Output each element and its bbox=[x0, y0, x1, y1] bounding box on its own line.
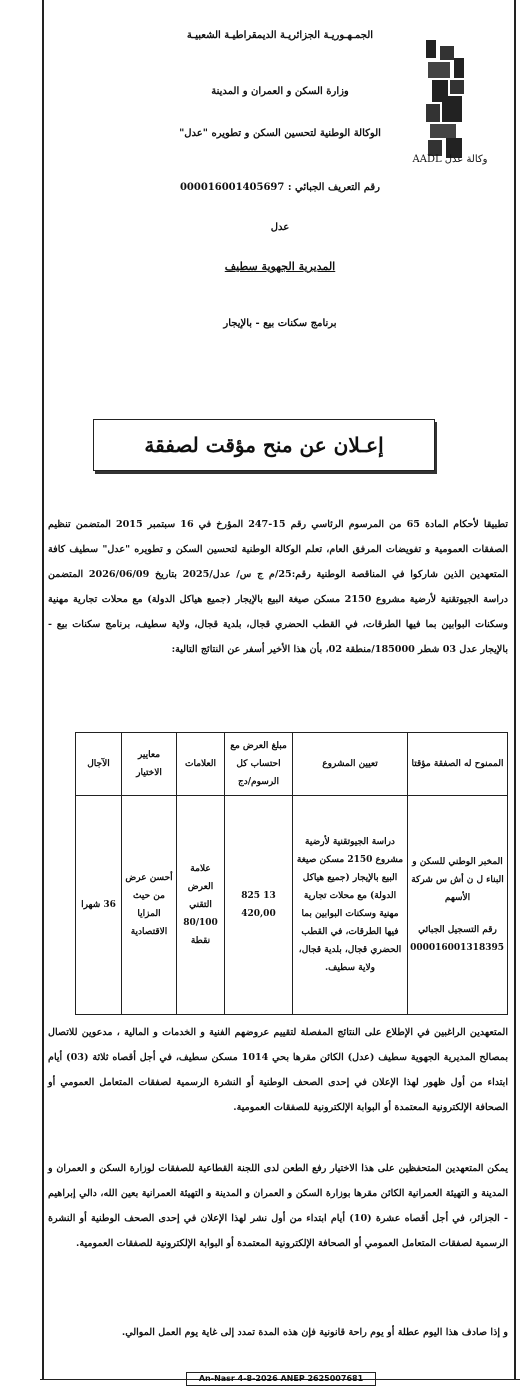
cell-score: علامة العرض التقني 80/100 نقطة bbox=[177, 796, 225, 1015]
header-score: العلامات bbox=[177, 733, 225, 796]
header-awardee: الممنوح له الصفقة مؤقتا bbox=[408, 733, 508, 796]
publication-footer: An-Nasr 4-8-2026 ANEP 2625007681 bbox=[186, 1372, 376, 1386]
aadl-logo-icon bbox=[424, 40, 466, 160]
directorate-name: المديرية الجهوية سطيف bbox=[224, 260, 336, 273]
consultation-paragraph: المتعهدين الراغبين في الإطلاع على النتائج المفصلة لتقييم عروضهم الفنية و الخدمات و المالية ، مدعوين للاتصال بمصالح المديرية الجهوية سطيف (عدل) الكائن مقرها بحي 1014 مسكن سطيف، في أجل أقصاه ثلاثة (03) أيام ابتداء من أول ظهور لهذا الإعلان في إحدى الصحف الوطنية أو النشرة الرسمية لصفقات المتعامل العمومي أو الصحافة الإلكترونية المعتمدة أو البوابة الإلكترونية للصفقات العمومية. bbox=[48, 1027, 508, 1113]
cell-amount: 13 825 420,00 bbox=[225, 796, 293, 1015]
left-border-line bbox=[42, 0, 44, 1380]
table-row bbox=[76, 796, 508, 1015]
cell-awardee bbox=[408, 796, 508, 1015]
logo-caption: وكالة عدل AADL bbox=[412, 154, 488, 165]
agency-name: الوكالة الوطنية لتحسين السكن و تطويره "عدل" bbox=[179, 128, 381, 139]
program-name: برنامج سكنات بيع - بالإيجار bbox=[223, 318, 337, 329]
awardee-name: المخبر الوطني للسكن و البناء ل ن أش س شركة الأسهم bbox=[411, 857, 504, 903]
appeal-paragraph: يمكن المتعهدين المتحفظين على هذا الاختيار رفع الطعن لدى اللجنة القطاعية للصفقات لوزارة السكن و العمران و المدينة و التهيئة العمرانية الكائن مقرها بوزارة السكن و العمران و المدينة و التهيئة العمرانية بعين الله، دالي إبراهيم - الجزائر، في أجل أقصاه عشرة (10) أيام ابتداء من أول نشر لهذا الإعلان في إحدى الصحف الوطنية أو النشرة الرسمية لصفقات المتعامل العمومي أو الصحافة الإلكترونية المعتمدة أو البوابة الإلكترونية للصفقات العمومية. bbox=[48, 1163, 508, 1249]
ministry-name: وزارة السكن و العمران و المدينة bbox=[211, 86, 349, 97]
header-criteria: معايير الاختيار bbox=[122, 733, 177, 796]
cell-duration: 36 شهرا bbox=[76, 796, 122, 1015]
agency-short-name: عدل bbox=[270, 222, 290, 233]
cell-project: دراسة الجيوتقنية لأرضية مشروع 2150 مسكن صيغة البيع بالإيجار (جميع هياكل الدولة) مع محلات تجارية مهنية وسكنات البوابين بما فيها الطرقات، في القطب الحضري قجال، بلدية قجال، ولاية سطيف. bbox=[293, 796, 408, 1015]
header-project: تعيين المشروع bbox=[293, 733, 408, 796]
header-amount: مبلغ العرض مع احتساب كل الرسوم/دج bbox=[225, 733, 293, 796]
right-border-line bbox=[514, 0, 516, 1380]
holiday-paragraph: و إذا صادف هذا اليوم عطلة أو يوم راحة قانونية فإن هذه المدة تمدد إلى غاية يوم العمل الموالي. bbox=[121, 1327, 508, 1338]
intro-paragraph: تطبيقا لأحكام المادة 65 من المرسوم الرئاسي رقم 15-247 المؤرخ في 16 سبتمبر 2015 المتضمن تنظيم الصفقات العمومية و تفويضات المرفق العام، تعلم الوكالة الوطنية لتحسين السكن و تطويره "عدل" سطيف كافة المتعهدين الذين شاركوا في المناقصة الوطنية رقم:25/م ج س/ عدل/2025 بتاريخ 2026/06/09 المتضمن دراسة الجيوتقنية لأرضية مشروع 2150 مسكن صيغة البيع بالإيجار (جميع هياكل الدولة) مع محلات تجارية مهنية وسكنات البوابين بما فيها الطرقات، في القطب الحضري قجال، بلدية قجال، ولاية سطيف، برنامج سكنات بيع - بالإيجار عدل 03 شطر 185000/منطقة 02، بأن هذا الأخير أسفر عن النتائج التالية: bbox=[48, 519, 509, 655]
tax-id: رقم التعريف الجبائي : 000016001405697 bbox=[179, 182, 381, 193]
header-duration: الآجال bbox=[76, 733, 122, 796]
republic-title: الجمـهـوريـة الجزائريـة الديمقراطيـة الشعبيـة bbox=[186, 30, 374, 41]
results-table bbox=[75, 732, 508, 1015]
table-header-row bbox=[76, 733, 508, 796]
awardee-tax-id: رقم التسجيل الجبائي 000016001318395 bbox=[410, 925, 504, 953]
announcement-title: إعـلان عن منح مؤقت لصفقة bbox=[93, 419, 435, 471]
cell-criteria: أحسن عرض من حيث المزايا الاقتصادية bbox=[122, 796, 177, 1015]
